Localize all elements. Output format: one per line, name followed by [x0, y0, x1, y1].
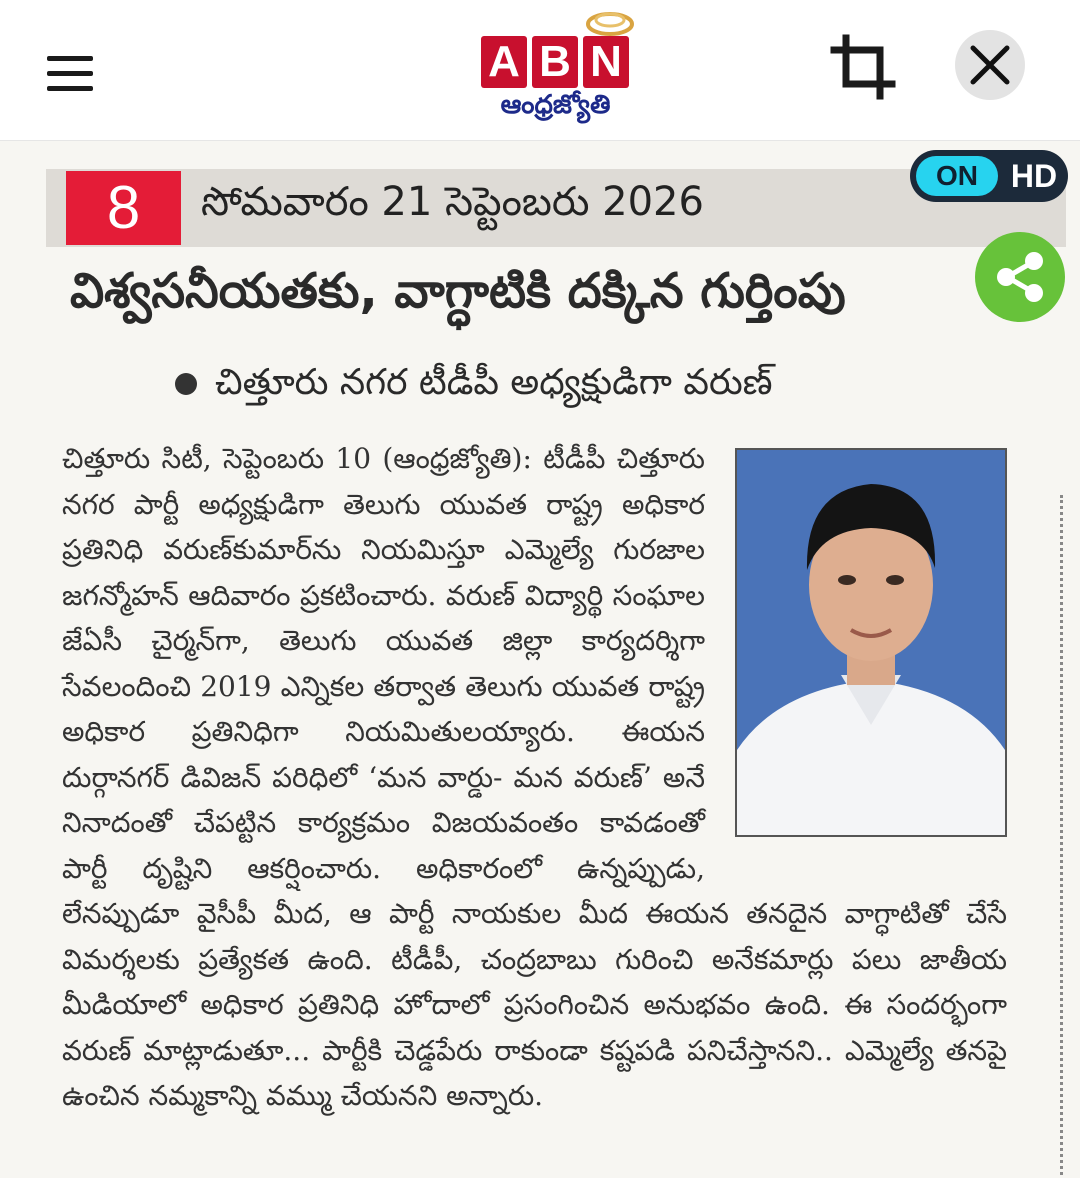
article-body-text: చిత్తూరు సిటీ, సెప్టెంబరు 10 (ఆంధ్రజ్యోతి): టీడీపీ చిత్తూరు నగర పార్టీ అధ్యక్షుడిగా తెలుగు యువత రాష్ట్ర అధికార ప్రతినిధి వరుణ్‌కుమార్‌ను నియమిస్తూ ఎమ్మెల్యే గురజాల జగన్మోహన్ ఆదివారం ప్రకటించారు. వరుణ్ విద్యార్థి సంఘాల జేఏసీ చైర్మన్‌గా, తెలుగు యువత జిల్లా కార్యదర్శిగా సేవలందించి 2019 ఎన్నికల తర్వాత తెలుగు యువత రాష్ట్ర అధికార ప్రతినిధిగా నియమితులయ్యారు. ఈయన దుర్గానగర్ డివిజన్ పరిధిలో ‘మన వార్డు- మన వరుణ్’ అనే నినాదంతో చేపట్టిన కార్యక్రమం విజయవంతం కావడంతో పార్టీ దృష్టిని ఆకర్షించారు. అధికారంలో ఉన్నప్పుడు, లేనప్పుడూ వైసీపీ మీద, ఆ పార్టీ నాయకుల మీద ఈయన తనదైన వాగ్ధాటితో చేసే విమర్శలకు ప్రత్యేకత ఉంది. టీడీపీ, చంద్రబాబు గురించి అనేకమార్లు పలు జాతీయ మీడియాలో అధికార ప్రతినిధి హోదాలో ప్రసంగించిన అనుభవం ఉంది. ఈ సందర్భంగా వరుణ్ మాట్లాడుతూ... పార్టీకి చెడ్డపేరు రాకుండా కష్టపడి పనిచేస్తానని.. ఎమ్మెల్యే తనపై ఉంచిన నమ్మకాన్ని వమ్ము చేయనని అన్నారు. — [62, 442, 1007, 1112]
crop-icon[interactable] — [830, 34, 896, 100]
hd-toggle-badge[interactable] — [910, 150, 1068, 202]
article-body — [62, 436, 1007, 1119]
scroll-edge-divider — [1060, 495, 1063, 1175]
badge-hd-label: HD — [1010, 158, 1058, 194]
page-number: 8 — [66, 171, 181, 245]
bullet-icon — [175, 373, 197, 395]
logo-letter-a: A — [481, 36, 527, 88]
menu-icon[interactable] — [44, 52, 96, 96]
article-headline: విశ్వసనీయతకు, వాగ్ధాటికి దక్కిన గుర్తింపు — [70, 263, 846, 319]
abn-logo — [478, 8, 633, 126]
logo-swirl-icon — [580, 8, 640, 38]
article-subheadline — [175, 362, 935, 412]
edition-date: సోమవారం 21 సెప్టెంబరు 2026 — [201, 179, 704, 225]
logo-subtitle: ఆంధ్రజ్యోతి — [500, 90, 611, 120]
subheadline-text: చిత్తూరు నగర టీడీపీ అధ్యక్షుడిగా వరుణ్ — [215, 362, 773, 403]
close-icon[interactable] — [955, 30, 1025, 100]
logo-letter-n: N — [583, 36, 629, 88]
badge-on-label: ON — [916, 156, 998, 196]
logo-letter-b: B — [532, 36, 578, 88]
app-toolbar — [0, 0, 1080, 141]
person-photo — [735, 448, 1007, 837]
